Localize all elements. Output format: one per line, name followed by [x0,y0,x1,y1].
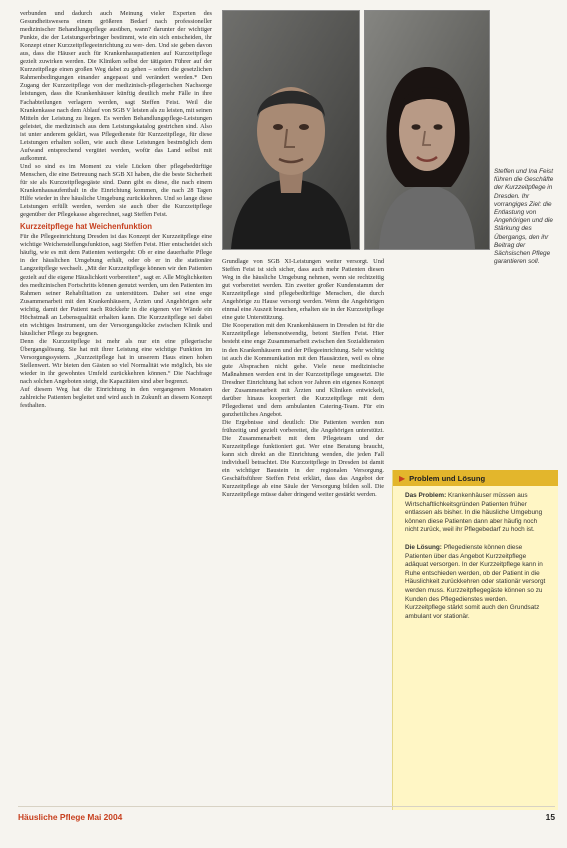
article-paragraph: Und so sind es im Moment zu viele Lücken über pflegebedürftige Menschen, die eine Betreuung nach SGB XI haben, die die beste Sicherheit für sie als Kurzzeitpflegegäste sind. Dann gibt es diese, die nach einem Krankenhausaufenthalt in die Einrichtung kommen, die nach 28 Tagen Hilfe wieder in ihre häusliche Umgebung zurückkehren. Und so lange diese Leistungen erfüllt werden, werden sie auch über die Kurzzeitpflege gegenüber der Pflegekasse abgerechnet, sagt Steffen Feist. [20,162,212,219]
solution-paragraph [405,544,548,621]
page-number: 15 [545,812,555,822]
article-column-middle [222,258,384,499]
solution-label: Die Lösung: [405,543,442,551]
problem-paragraph [405,492,548,535]
arrow-right-icon: ▶ [399,473,406,483]
article-paragraph: Denn die Kurzzeitpflege ist mehr als nur ein eine pflegerische Übergangslösung. Sie hat mit ihrer Leistung eine wichtige Funktion im Versorgungssystem. „Kurzzeitpflege hat in unserem Haus einen hohen Stellenwert. Wir bieten den Gästen so viel Normalität wie möglich, bis sie wieder in ihr gewohntes Umfeld zurückkehren können.“ Die Nachfrage nach solchen Angeboten steigt, die Kapazitäten sind aber begrenzt. [20,337,212,386]
article-paragraph: Die Kooperation mit den Krankenhäusern in Dresden ist für die Kurzzeitpflege lebensnotwendig, betont Steffen Feist. Hier besteht eine enge Zusammenarbeit zwischen den Sozialdiensten in den Krankenhäusern und der Pflegeeinrichtung. Sehr wichtig ist auch die Kommunikation mit den Hausärzten, weil es ohne gute Absprachen nicht gehe. Viele neue medizinische Maßnahmen werden erst in der Kurzzeitpflege umgesetzt. Die Dresdner Einrichtung hat schon vor Jahren ein eigenes Konzept der Zusammenarbeit mit Ärzten und Kliniken entwickelt, darüber hinaus kooperiert die Kurzzeitpflege mit dem Pflegedienst und dem ambulanten Catering-Team. Für ein ganzheitliches Angebot. [222,322,384,418]
problem-text: Krankenhäuser müssen aus Wirtschaftlichkeitsgründen Patienten früher entlassen als bisher. In die häusliche Umgebung können diese Patienten dann aber häufig noch nicht zurück, weil ihr Pflegebedarf zu hoch ist. [405,492,543,534]
problem-label: Das Problem: [405,492,447,499]
article-paragraph: Die Ergebnisse sind deutlich: Die Patienten werden nun frühzeitig und gezielt vorbereitet, die Angehörigen unterstützt. Die Zusammenarbeit mit dem Pflegeteam und der Kurzzeitpflege funktioniert gut. Wer eine Beratung braucht, kann sich direkt an die Einrichtung wenden, die jeden Fall individuell betrachtet. Die Kurzzeitpflege in Dresden ist damit ein wichtiger Baustein in der regionalen Versorgung. Geschäftsführer Steffen Feist erklärt, dass das Angebot der Kurzzeitpflege ab eine Säule der Versorgung bilden soll. Die Kurzzeitpflege müsse daher dringend weiter gestärkt werden. [222,418,384,499]
solution-text: Pflegedienste können diese Patienten über das Angebot Kurzzeitpflege adäquat versorgen. In der Kurzzeitpflege kann in Ruhe entschieden werden, ob der Patient in die Häuslichkeit zurückkehren oder stationär versorgt werden muss. Kurzzeitpflegegäste können so zu Kunden des Pflegedienstes werden. Kurzzeitpflege stärkt somit auch den Grundsatz ambulant vor stationär. [405,543,546,620]
info-box-body [393,486,558,621]
article-paragraph: Auf diesem Weg hat die Einrichtung in den vergangenen Monaten zahlreiche Patienten begleitet und wird auch in Zukunft an diesem Konzept festhalten. [20,386,212,410]
portrait-woman-image [365,11,489,249]
article-paragraph: verbunden und dadurch auch Meinung vieler Experten des Gesundheitswesens einem größeren Bedarf nach professioneller medizinischer Behandlungspflege ausüben, wann? darunter der wichtiger Punkte, die der Leistungserbringer bestimmt, wie ein sich entscheiden, ihr Konzept einer Kurzzeitpflegeeinrichtung zu wer- den. Und sie geben davon aus, dass die Häuser auch für Krankenhauspatienten auf Kurzzeitpflege gezielt zuwirken werden. Die Kliniken selbst der tätigsten Führer auf der Kurzzeitpflege einen großen Weg dabei zu gehen – sofern die gesetzlichen Rahmenbedingungen einander angepasst und verändert werden.* Den Zugang der Kurzzeitpflege von der medizinisch-pflegerischen Nachsorge leistungen, dass die Krankenhäuser künftig deutlich mehr Fälle in ihre Fachabteilungen verlagern werden, sagt Steffen Feist. Weil die Krankenkasse nach dem Ablauf von SGB V leisten als zu leisten, mit seinen Mitteln der Leistung zu liegen. Es werden Behandlungspflege-Leistungen geleistet, die medizinisch aus dem Leistungskatalog gestrichen sind. Also ist unter anderem geklärt, was Pflegedienste für Kurzzeitpflege, für diese Leistungen erhalten sollen, wie auch diese Leistungen bestmöglich dem Aufwand entsprechend vergütet werden, wofür das Land selbst mit aufkommt. [20,10,212,162]
photo-caption: Steffen und Ina Feist führen die Geschäfte der Kurzzeitpflege in Dresden. Ihr vorrangiges Ziel: die Entlastung von Angehörigen und die Stärkung des Übergangs, den ihr Beitrag der Sächsischen Pflege garantieren soll. [494,168,554,266]
portrait-photo-woman [364,10,490,250]
section-heading: Kurzzeitpflege hat Weichenfunktion [20,222,152,232]
footer-divider [18,806,555,807]
article-paragraph: Grundlage von SGB XI-Leistungen weiter versorgt. Und Steffen Feist ist sich sicher, dass auch mehr Patienten diesen Weg in die häusliche Umgebung nehmen, wenn sie rechtzeitig gut vorbereitet werden. Ein zweiter großer Kundenstamm der Kurzzeitpflege sind pflegebedürftige Menschen, die durch Angehörige zu Hause versorgt werden. Wenn die Angehörigen einmal eine Auszeit brauchen, erhalten sie in der Kurzzeitpflege eine gute Unterstützung. [222,258,384,322]
info-box-header [393,470,558,486]
magazine-footer: Häusliche Pflege Mai 2004 [18,812,123,822]
portrait-man-image [223,11,359,249]
article-paragraph: Für die Pflegeeinrichtung Dresden ist das Konzept der Kurzzeitpflege eine wichtige Weichenstellungsfunktion, sagt Steffen Feist. Hier entscheidet sich häufig, wie es mit dem Patienten weitergeht: Ob er eine dauerhafte Pflege in der häuslichen Umgebung erhält, oder ob er in die stationäre Langzeitpflege wechselt. „Mit der Kurzzeitpflege können wir den Patienten gezielt auf die eigene Häuslichkeit vorbereiten“, sagt er. Alle Möglichkeiten des medizinischen Fortschritts können genutzt werden, um den Patienten im Rahmen seiner Rehabilitation zu unterstützen. Daher sei eine enge Zusammenarbeit mit den Krankenhäusern, Ärzten und Angehörigen sehr wichtig, damit der Patient nach Rückkehr in die eigenen vier Wände ein Höchstmaß an Lebensqualität erhalten kann. Die Kurzzeitpflege sei dabei ein wichtiges Instrument, um der Versorgungslücke zwischen Klinik und häuslicher Pflege zu begegnen. [20,233,213,337]
info-box [392,470,558,810]
info-box-title: Problem und Lösung [409,473,486,483]
article-column-left [20,10,212,410]
portrait-photo-man [222,10,360,250]
